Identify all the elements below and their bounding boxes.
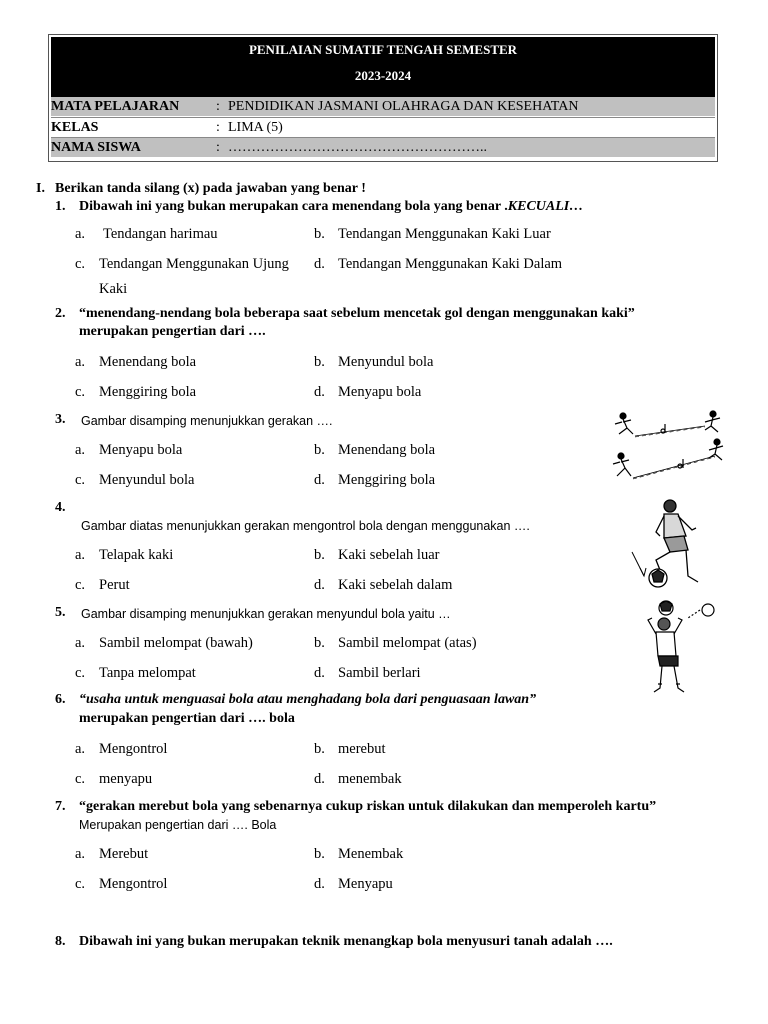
- row-class: [51, 117, 715, 138]
- option-text[interactable]: Telapak kaki: [99, 547, 174, 563]
- question-text: [79, 198, 583, 216]
- question-number: 1.: [55, 199, 66, 214]
- option-letter[interactable]: b.: [314, 354, 325, 370]
- question-number: 7.: [55, 799, 66, 814]
- option-letter[interactable]: a.: [75, 226, 86, 242]
- dribbling-figure: [605, 404, 727, 486]
- question-text: Gambar disamping menunjukkan gerakan menyundul bola yaitu …: [81, 607, 451, 621]
- question-number: 8.: [55, 934, 66, 949]
- option-text[interactable]: Kaki sebelah dalam: [338, 577, 453, 593]
- option-text[interactable]: Mengontrol: [99, 876, 168, 892]
- row-sep: :: [216, 99, 220, 114]
- option-text[interactable]: Menyundul bola: [338, 354, 434, 370]
- option-text[interactable]: Menggiring bola: [338, 472, 436, 488]
- option-letter[interactable]: c.: [75, 876, 86, 892]
- option-text[interactable]: Tendangan harimau: [103, 226, 218, 242]
- option-letter[interactable]: c.: [75, 256, 86, 272]
- option-text[interactable]: Tendangan Menggunakan Kaki Dalam: [338, 256, 563, 272]
- row-label: MATA PELAJARAN: [51, 99, 180, 114]
- option-letter[interactable]: a.: [75, 442, 86, 458]
- question-number: 4.: [55, 500, 66, 515]
- option-letter[interactable]: c.: [75, 771, 86, 787]
- exam-title: PENILAIAN SUMATIF TENGAH SEMESTER: [248, 42, 518, 57]
- option-text-continued[interactable]: Kaki: [99, 281, 128, 297]
- option-letter[interactable]: d.: [314, 256, 325, 272]
- exam-year: 2023-2024: [354, 68, 412, 83]
- question-number: 2.: [55, 306, 66, 321]
- option-letter[interactable]: a.: [75, 635, 86, 651]
- option-text[interactable]: Menembak: [338, 846, 404, 862]
- heading-figure: [640, 598, 720, 702]
- option-text[interactable]: Kaki sebelah luar: [338, 547, 440, 563]
- ball-control-figure: [626, 496, 720, 592]
- option-text[interactable]: Sambil berlari: [338, 665, 421, 681]
- option-letter[interactable]: d.: [314, 665, 325, 681]
- option-text[interactable]: menembak: [338, 771, 402, 787]
- question-number: 6.: [55, 692, 66, 707]
- option-letter[interactable]: c.: [75, 472, 86, 488]
- option-letter[interactable]: a.: [75, 354, 86, 370]
- question-text: Gambar diatas menunjukkan gerakan mengontrol bola dengan menggunakan ….: [81, 519, 530, 533]
- option-text[interactable]: Menggiring bola: [99, 384, 197, 400]
- row-subject: [51, 97, 715, 116]
- option-text[interactable]: Tendangan Menggunakan Kaki Luar: [338, 226, 551, 242]
- option-text[interactable]: Menyundul bola: [99, 472, 195, 488]
- option-letter[interactable]: c.: [75, 665, 86, 681]
- row-value: LIMA (5): [228, 120, 283, 135]
- question-text-line2: merupakan pengertian dari ….: [79, 324, 266, 339]
- option-text[interactable]: Merebut: [99, 846, 149, 862]
- option-letter[interactable]: d.: [314, 577, 325, 593]
- option-text[interactable]: Tanpa melompat: [99, 665, 196, 681]
- option-letter[interactable]: b.: [314, 226, 325, 242]
- option-text[interactable]: merebut: [338, 741, 386, 757]
- option-letter[interactable]: c.: [75, 577, 86, 593]
- question-text: “gerakan merebut bola yang sebenarnya cukup riskan untuk dilakukan dan memperoleh kartu”: [79, 799, 657, 814]
- option-letter[interactable]: d.: [314, 771, 325, 787]
- question-emphasis: KECUALI…: [507, 199, 584, 214]
- section-number: I.: [36, 181, 45, 196]
- option-text[interactable]: Sambil melompat (atas): [338, 635, 477, 651]
- question-text: Gambar disamping menunjukkan gerakan ….: [81, 414, 333, 428]
- section-instruction: Berikan tanda silang (x) pada jawaban yang benar !: [55, 181, 366, 196]
- row-label: KELAS: [51, 120, 99, 135]
- option-letter[interactable]: c.: [75, 384, 86, 400]
- row-label: NAMA SISWA: [51, 140, 141, 155]
- option-text[interactable]: Menyapu bola: [99, 442, 183, 458]
- question-text-main: Dibawah ini yang bukan merupakan cara menendang bola yang benar .: [79, 199, 508, 214]
- option-letter[interactable]: b.: [314, 846, 325, 862]
- option-letter[interactable]: b.: [314, 635, 325, 651]
- option-text[interactable]: Perut: [99, 577, 130, 593]
- question-text-line2: Merupakan pengertian dari …. Bola: [79, 818, 277, 832]
- question-text: “usaha untuk menguasai bola atau menghadang bola dari penguasaan lawan”: [79, 692, 537, 707]
- option-text[interactable]: Menendang bola: [99, 354, 197, 370]
- question-number: 3.: [55, 412, 66, 427]
- question-text: “menendang-nendang bola beberapa saat sebelum mencetak gol dengan menggunakan kaki”: [79, 306, 635, 321]
- option-letter[interactable]: b.: [314, 741, 325, 757]
- option-letter[interactable]: b.: [314, 442, 325, 458]
- row-value: PENDIDIKAN JASMANI OLAHRAGA DAN KESEHATAN: [228, 99, 579, 114]
- option-text[interactable]: Mengontrol: [99, 741, 168, 757]
- option-letter[interactable]: d.: [314, 876, 325, 892]
- question-text-line2: merupakan pengertian dari …. bola: [79, 711, 295, 726]
- option-text[interactable]: Sambil melompat (bawah): [99, 635, 253, 651]
- option-text[interactable]: Menendang bola: [338, 442, 436, 458]
- option-letter[interactable]: a.: [75, 547, 86, 563]
- row-student-name: [51, 138, 715, 157]
- option-text[interactable]: Tendangan Menggunakan Ujung: [99, 256, 289, 272]
- exam-title-block: [51, 37, 715, 97]
- row-sep: :: [216, 140, 220, 155]
- option-letter[interactable]: a.: [75, 741, 86, 757]
- row-sep: :: [216, 120, 220, 135]
- exam-header-table: [48, 34, 718, 162]
- question-number: 5.: [55, 605, 66, 620]
- option-letter[interactable]: d.: [314, 384, 325, 400]
- option-letter[interactable]: d.: [314, 472, 325, 488]
- option-text[interactable]: Menyapu: [338, 876, 393, 892]
- option-letter[interactable]: b.: [314, 547, 325, 563]
- option-letter[interactable]: a.: [75, 846, 86, 862]
- option-text[interactable]: menyapu: [99, 771, 153, 787]
- option-text[interactable]: Menyapu bola: [338, 384, 422, 400]
- question-text: Dibawah ini yang bukan merupakan teknik menangkap bola menyusuri tanah adalah ….: [79, 934, 613, 949]
- row-value: ………………………………………………..: [228, 140, 487, 155]
